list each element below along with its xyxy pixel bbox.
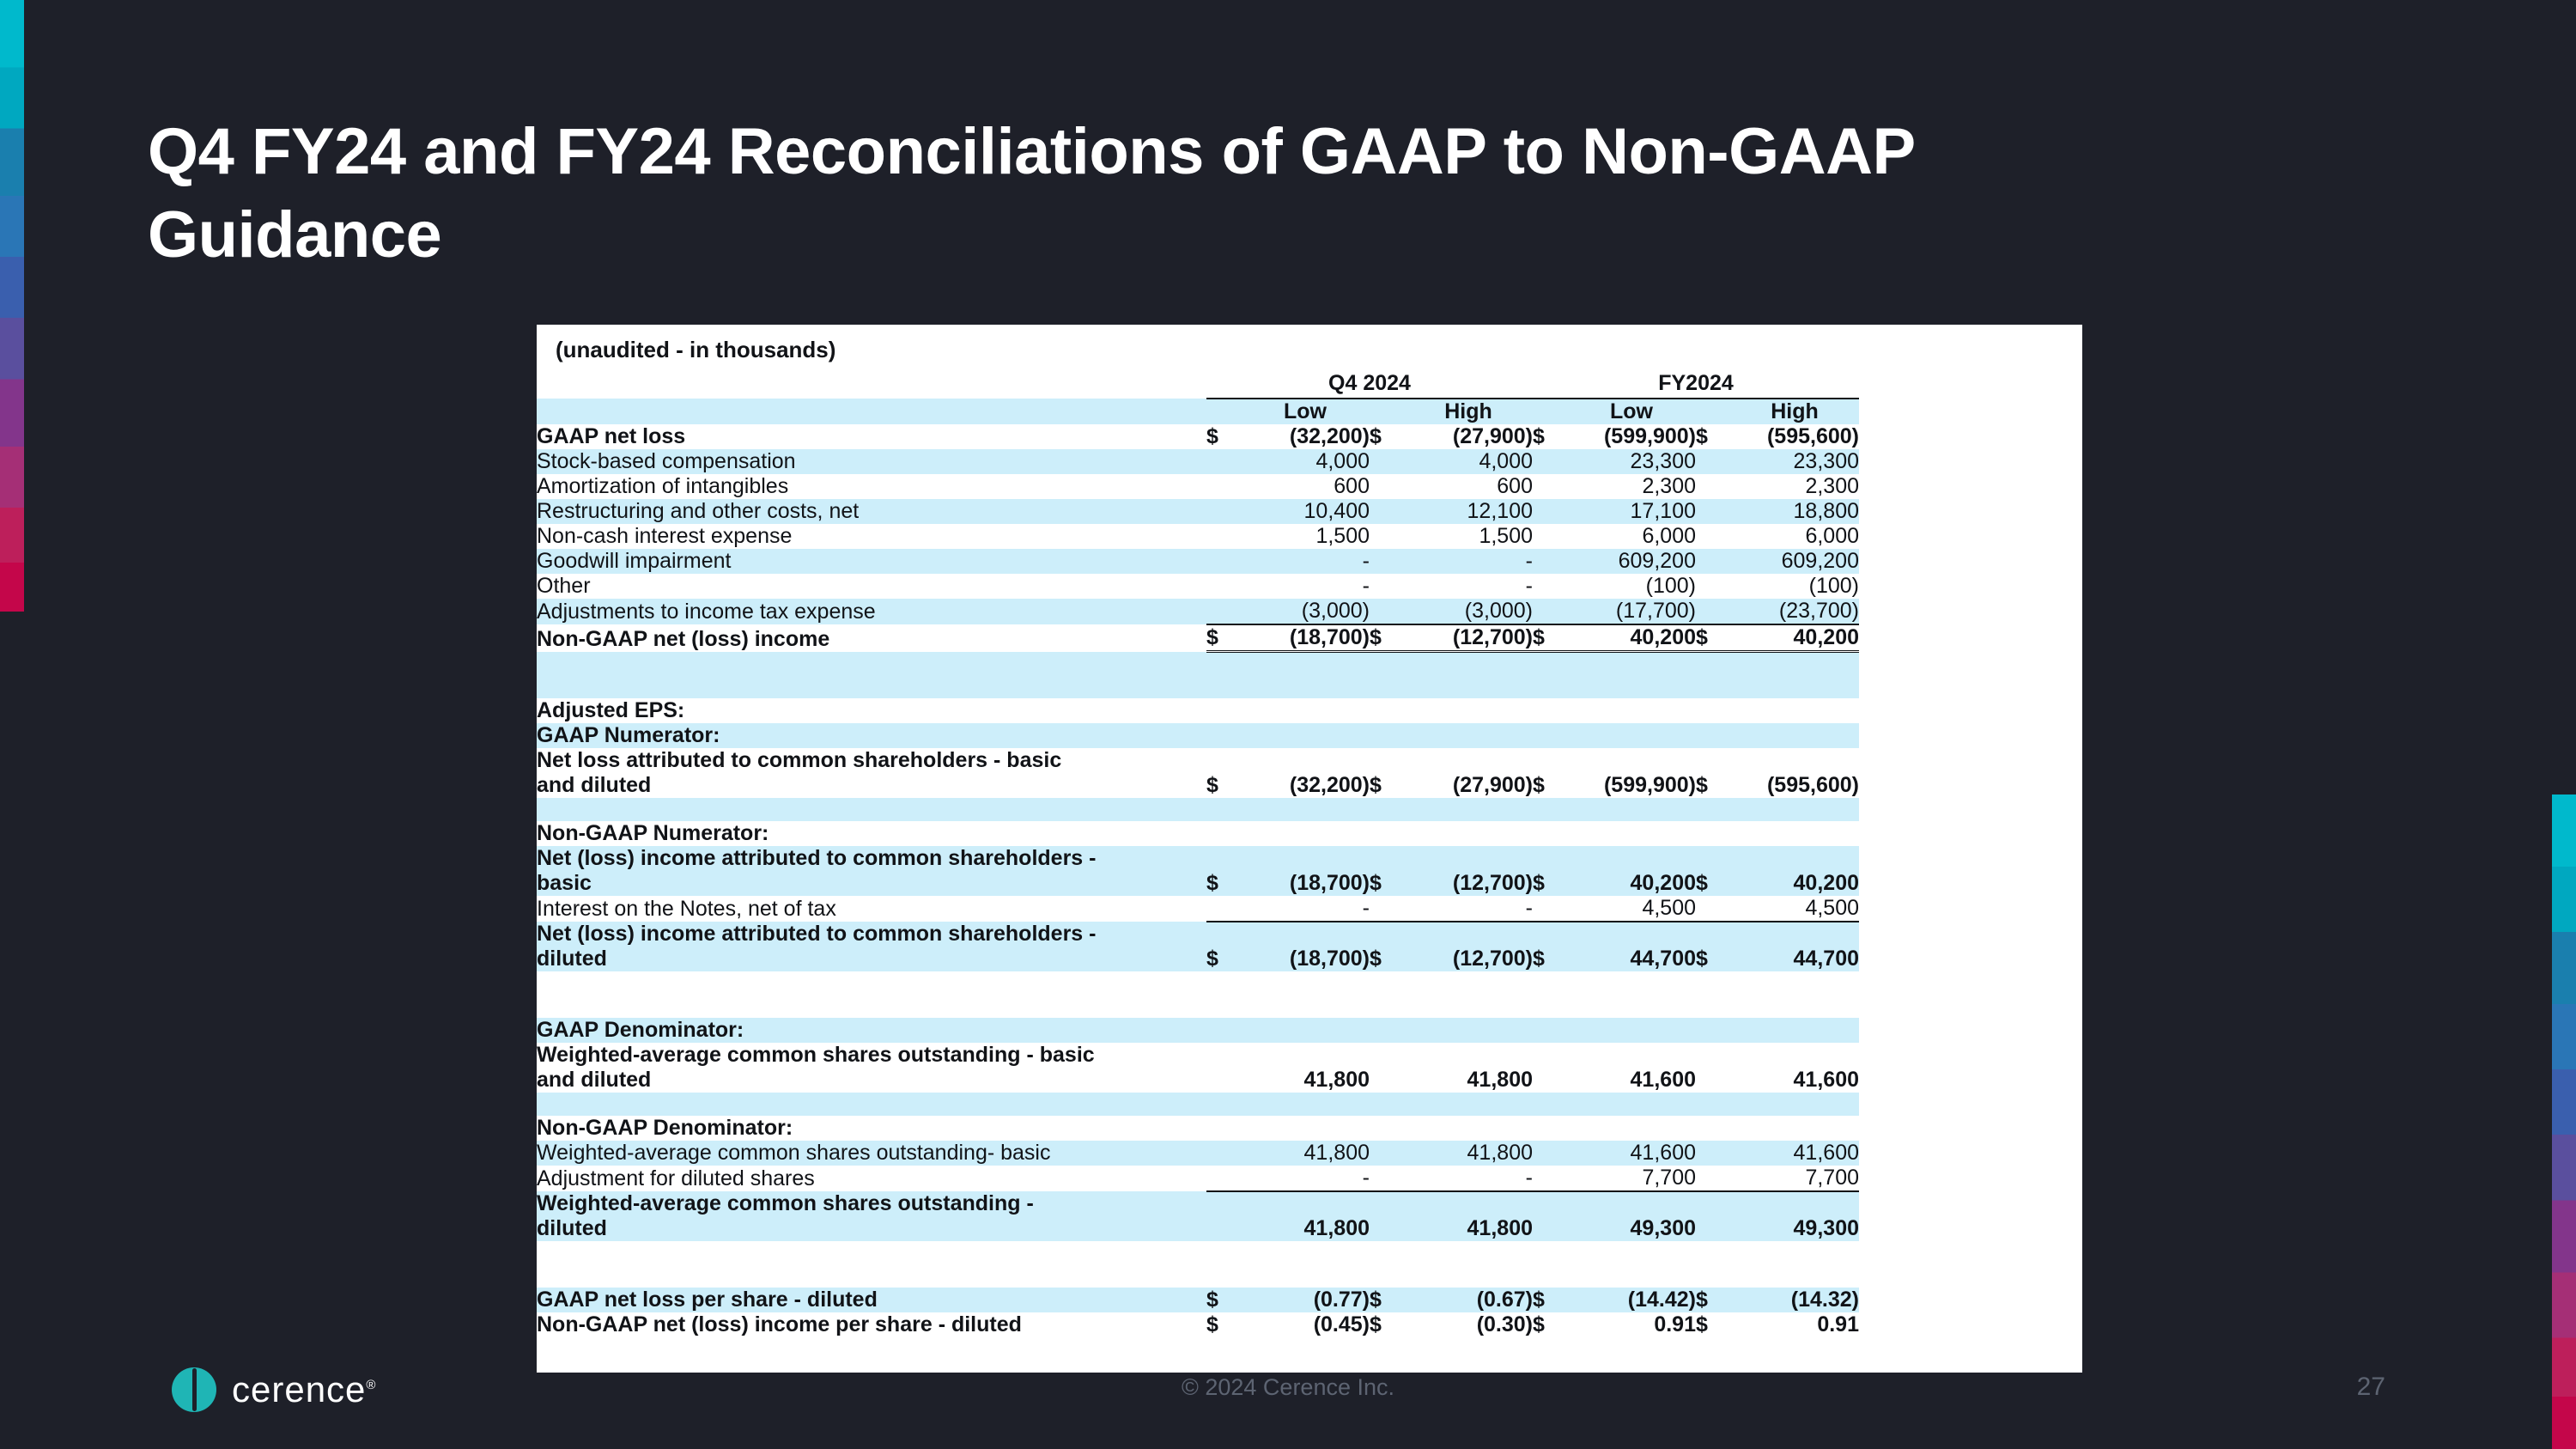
table-body — [537, 371, 2082, 1337]
row-padding — [1859, 599, 2082, 624]
reconciliation-table — [537, 371, 2082, 1337]
currency-symbol — [1370, 1166, 1404, 1191]
column-header-low-0: Low — [1241, 399, 1370, 424]
table-caption: (unaudited - in thousands) — [556, 337, 836, 362]
row-padding — [1859, 549, 2082, 574]
row-value: (0.30) — [1476, 1312, 1533, 1336]
row-value: - — [1404, 896, 1533, 922]
row-value: 7,700 — [1567, 1166, 1696, 1191]
section-nongaap-denominator — [537, 1116, 2082, 1141]
spacer-cell — [537, 798, 1859, 821]
row-value: 41,800 — [1467, 1067, 1533, 1092]
row-label: Adjusted EPS: — [537, 697, 685, 722]
row-value: 44,700 — [1567, 922, 1696, 971]
currency-symbol: $ — [1533, 624, 1567, 652]
row-padding — [1859, 399, 2082, 424]
currency-symbol — [1206, 524, 1241, 549]
row-padding — [1859, 1043, 2082, 1093]
currency-symbol — [1696, 1166, 1730, 1191]
currency-symbol — [1696, 574, 1730, 599]
column-header-symbol-pad — [1370, 399, 1404, 424]
currency-symbol — [1533, 499, 1567, 524]
currency-symbol: $ — [1370, 1288, 1404, 1312]
row-value: (3,000) — [1404, 599, 1533, 624]
logo-trademark-icon: ® — [366, 1378, 377, 1392]
row-value: 40,200 — [1730, 846, 1859, 896]
row-padding — [1859, 524, 2082, 549]
currency-symbol: $ — [1370, 772, 1382, 797]
currency-symbol — [1370, 449, 1404, 474]
currency-symbol — [1696, 449, 1730, 474]
row-value: 41,800 — [1303, 1067, 1370, 1092]
accent-bar-left — [0, 0, 24, 612]
row-label — [537, 748, 1206, 798]
row-value: 4,500 — [1567, 896, 1696, 922]
accent-bar-right — [2552, 795, 2576, 1449]
currency-symbol — [1206, 474, 1241, 499]
row-label — [537, 846, 1206, 896]
row-value: 6,000 — [1805, 524, 1859, 548]
row-value: (100) — [1808, 574, 1859, 598]
currency-symbol — [1696, 549, 1730, 574]
row-label-line2: diluted — [537, 1215, 607, 1240]
row-value: (599,900) — [1603, 772, 1696, 797]
currency-symbol: $ — [1533, 846, 1567, 896]
row-value: (27,900) — [1452, 772, 1533, 797]
reconciliation-row — [537, 449, 2082, 474]
row-padding — [1859, 624, 2082, 652]
group-header-q4: Q4 2024 — [1206, 371, 1533, 399]
currency-symbol: $ — [1533, 424, 1545, 448]
per-share-row — [537, 1288, 2082, 1312]
row-value: 6,000 — [1642, 524, 1696, 548]
row-value: (0.45) — [1313, 1312, 1370, 1336]
currency-symbol — [1533, 449, 1567, 474]
row-padding — [1859, 846, 2082, 896]
row-value: - — [1404, 549, 1533, 574]
row-value: 41,600 — [1567, 1141, 1696, 1166]
row-label: Non-GAAP net (loss) income per share - diluted — [537, 1312, 1022, 1336]
section-nongaap-numerator — [537, 821, 2082, 846]
row-label — [537, 1191, 1206, 1241]
logo-wordmark: cerence — [232, 1369, 367, 1409]
row-label: Weighted-average common shares outstanding- basic — [537, 1141, 1206, 1166]
row-label: Adjustments to income tax expense — [537, 599, 1206, 624]
currency-symbol — [1533, 599, 1567, 624]
row-padding — [1859, 652, 2082, 698]
currency-symbol — [1370, 1191, 1404, 1241]
currency-symbol — [1206, 549, 1241, 574]
group-header-blank — [537, 371, 1206, 399]
row-value: - — [1241, 1166, 1370, 1191]
row-label: Non-GAAP Numerator: — [537, 820, 769, 845]
row-value: (14.42) — [1567, 1288, 1696, 1312]
row-value: (18,700) — [1241, 922, 1370, 971]
currency-symbol — [1370, 474, 1404, 499]
nongaap-numerator-row — [537, 846, 2082, 896]
row-label: Other — [537, 574, 591, 598]
column-header-symbol-pad — [1206, 399, 1241, 424]
reconciliation-row — [537, 424, 2082, 449]
row-label-line1: Net loss attributed to common shareholders - basic — [537, 747, 1062, 772]
row-value: (0.77) — [1241, 1288, 1370, 1312]
row-value: 2,300 — [1642, 474, 1696, 498]
row-value: 10,400 — [1241, 499, 1370, 524]
currency-symbol: $ — [1696, 846, 1730, 896]
reconciliation-row — [537, 624, 2082, 652]
currency-symbol — [1370, 1141, 1404, 1166]
row-value: 4,500 — [1730, 896, 1859, 922]
currency-symbol — [1533, 549, 1567, 574]
currency-symbol — [1370, 524, 1404, 549]
currency-symbol — [1533, 574, 1567, 599]
row-padding — [1859, 499, 2082, 524]
currency-symbol — [1533, 1166, 1567, 1191]
row-value: 4,000 — [1404, 449, 1533, 474]
spacer-row — [537, 1093, 2082, 1116]
row-label: Non-GAAP Denominator: — [537, 1115, 793, 1140]
row-value: 600 — [1497, 474, 1533, 498]
row-padding — [1859, 424, 2082, 449]
currency-symbol: $ — [1370, 922, 1404, 971]
currency-symbol: $ — [1206, 424, 1218, 448]
row-value: - — [1241, 549, 1370, 574]
row-label — [537, 922, 1206, 971]
row-label: Restructuring and other costs, net — [537, 499, 1206, 524]
copyright-notice: © 2024 Cerence Inc. — [1181, 1374, 1395, 1400]
currency-symbol: $ — [1370, 624, 1404, 652]
row-value: 1,500 — [1479, 524, 1533, 548]
row-padding — [1859, 1241, 2082, 1288]
nongaap-numerator-row — [537, 896, 2082, 922]
row-value: (14.32) — [1730, 1288, 1859, 1312]
row-label: GAAP net loss per share - diluted — [537, 1288, 1206, 1312]
row-label: Adjustment for diluted shares — [537, 1166, 815, 1190]
currency-symbol — [1370, 574, 1404, 599]
row-value: 41,800 — [1404, 1191, 1533, 1241]
row-label-line2: diluted — [537, 946, 607, 971]
currency-symbol — [1370, 549, 1404, 574]
currency-symbol — [1533, 524, 1567, 549]
row-value: - — [1241, 896, 1370, 922]
gaap-denominator-row — [537, 1043, 2082, 1093]
row-value: - — [1362, 574, 1370, 598]
row-value: 609,200 — [1567, 549, 1696, 574]
row-label: Non-cash interest expense — [537, 524, 793, 548]
row-padding — [1859, 1166, 2082, 1191]
currency-symbol — [1370, 896, 1404, 922]
row-value: 40,200 — [1567, 846, 1696, 896]
spacer-cell — [537, 1241, 1859, 1288]
row-value: 41,600 — [1730, 1141, 1859, 1166]
currency-symbol: $ — [1696, 772, 1708, 797]
row-value: 0.91 — [1817, 1312, 1859, 1336]
row-padding — [1859, 574, 2082, 599]
row-value: 7,700 — [1730, 1166, 1859, 1191]
row-value: 41,800 — [1404, 1141, 1533, 1166]
spacer-row — [537, 971, 2082, 1018]
row-label-line1: Net (loss) income attributed to common shareholders - — [537, 845, 1097, 870]
row-padding — [1859, 449, 2082, 474]
currency-symbol — [1206, 896, 1241, 922]
row-value: (32,200) — [1289, 424, 1370, 448]
row-padding — [1859, 1288, 2082, 1312]
row-padding — [1859, 1191, 2082, 1241]
section-adjusted-eps — [537, 698, 2082, 723]
currency-symbol — [1206, 499, 1241, 524]
column-header-low-2: Low — [1567, 399, 1696, 424]
currency-symbol: $ — [1533, 922, 1567, 971]
currency-symbol — [1696, 1141, 1730, 1166]
row-value: 18,800 — [1730, 499, 1859, 524]
currency-symbol: $ — [1370, 424, 1382, 448]
row-label: GAAP Denominator: — [537, 1018, 1859, 1043]
spacer-cell — [537, 652, 1859, 698]
row-value: 4,000 — [1241, 449, 1370, 474]
row-value: - — [1525, 574, 1533, 598]
currency-symbol: $ — [1206, 1288, 1241, 1312]
currency-symbol — [1533, 1043, 1567, 1093]
row-value: (18,700) — [1241, 624, 1370, 652]
currency-symbol: $ — [1696, 424, 1708, 448]
row-padding — [1859, 748, 2082, 798]
currency-symbol: $ — [1206, 624, 1241, 652]
currency-symbol: $ — [1206, 772, 1218, 797]
section-gaap-numerator — [537, 723, 2082, 748]
row-label-line1: Weighted-average common shares outstanding - — [537, 1190, 1034, 1215]
row-padding — [1859, 1312, 2082, 1337]
currency-symbol — [1206, 1166, 1241, 1191]
currency-symbol: $ — [1533, 1312, 1545, 1336]
row-value: 49,300 — [1730, 1191, 1859, 1241]
row-label: Amortization of intangibles — [537, 474, 789, 498]
reconciliation-row — [537, 524, 2082, 549]
row-value: - — [1404, 1166, 1533, 1191]
column-header-high-3: High — [1730, 399, 1859, 424]
row-value: 41,600 — [1630, 1067, 1696, 1092]
row-value: (27,900) — [1452, 424, 1533, 448]
currency-symbol — [1696, 524, 1730, 549]
reconciliation-row — [537, 599, 2082, 624]
row-value: (595,600) — [1766, 772, 1859, 797]
row-value: 40,200 — [1567, 624, 1696, 652]
column-header-blank — [537, 399, 1206, 424]
page-title: Q4 FY24 and FY24 Reconciliations of GAAP to Non-GAAP Guidance — [148, 115, 1915, 272]
row-label: GAAP net loss — [537, 424, 686, 448]
row-label-line2: and diluted — [537, 1067, 652, 1092]
nongaap-denominator-row — [537, 1166, 2082, 1191]
group-header-row — [537, 371, 2082, 399]
row-label-line2: basic — [537, 870, 592, 895]
currency-symbol: $ — [1696, 624, 1730, 652]
currency-symbol — [1696, 1043, 1730, 1093]
section-gaap-denominator — [537, 1018, 2082, 1043]
currency-symbol — [1696, 474, 1730, 499]
row-value: (12,700) — [1404, 624, 1533, 652]
row-value: 600 — [1334, 474, 1370, 498]
row-value: 44,700 — [1730, 922, 1859, 971]
currency-symbol — [1533, 1141, 1567, 1166]
row-value: 41,800 — [1241, 1141, 1370, 1166]
row-label: GAAP Numerator: — [537, 723, 1859, 748]
row-value: 41,600 — [1793, 1067, 1859, 1092]
currency-symbol — [1206, 1191, 1241, 1241]
row-label: Stock-based compensation — [537, 449, 1206, 474]
row-value: (12,700) — [1404, 846, 1533, 896]
row-padding — [1859, 1093, 2082, 1116]
spacer-cell — [537, 971, 1859, 1018]
currency-symbol — [1370, 1043, 1404, 1093]
row-label: Interest on the Notes, net of tax — [537, 896, 836, 921]
currency-symbol — [1533, 1191, 1567, 1241]
reconciliation-row — [537, 574, 2082, 599]
group-header-fy: FY2024 — [1533, 371, 1859, 399]
currency-symbol — [1696, 896, 1730, 922]
row-value: 23,300 — [1730, 449, 1859, 474]
nongaap-denominator-row — [537, 1191, 2082, 1241]
gaap-numerator-row — [537, 748, 2082, 798]
row-label-line1: Net (loss) income attributed to common shareholders - — [537, 921, 1097, 946]
row-value: (18,700) — [1241, 846, 1370, 896]
row-value: (595,600) — [1766, 424, 1859, 448]
currency-symbol: $ — [1533, 772, 1545, 797]
row-value: 40,200 — [1730, 624, 1859, 652]
currency-symbol: $ — [1370, 846, 1404, 896]
currency-symbol — [1370, 599, 1404, 624]
spacer-row — [537, 1241, 2082, 1288]
row-value: 0.91 — [1654, 1312, 1696, 1336]
row-value: 41,800 — [1241, 1191, 1370, 1241]
currency-symbol — [1206, 574, 1241, 599]
currency-symbol — [1206, 1043, 1241, 1093]
column-header-symbol-pad — [1533, 399, 1567, 424]
nongaap-numerator-row — [537, 922, 2082, 971]
currency-symbol — [1533, 896, 1567, 922]
row-value: (599,900) — [1603, 424, 1696, 448]
currency-symbol: $ — [1206, 846, 1241, 896]
row-value: 2,300 — [1805, 474, 1859, 498]
row-padding — [1859, 896, 2082, 922]
currency-symbol — [1206, 1141, 1241, 1166]
currency-symbol — [1696, 599, 1730, 624]
row-value: (0.67) — [1404, 1288, 1533, 1312]
column-header-high-1: High — [1404, 399, 1533, 424]
row-padding — [1859, 1141, 2082, 1166]
row-label-line2: and diluted — [537, 772, 652, 797]
row-value: (32,200) — [1289, 772, 1370, 797]
row-label — [537, 1043, 1206, 1093]
row-value: 23,300 — [1567, 449, 1696, 474]
row-label: Goodwill impairment — [537, 549, 1206, 574]
per-share-row — [537, 1312, 2082, 1337]
financial-table-panel — [537, 325, 2082, 1373]
currency-symbol: $ — [1696, 1288, 1730, 1312]
currency-symbol — [1370, 499, 1404, 524]
row-label-line1: Weighted-average common shares outstanding - basic — [537, 1042, 1095, 1067]
page-number: 27 — [2356, 1373, 2385, 1401]
row-padding — [1859, 474, 2082, 499]
row-value: 49,300 — [1567, 1191, 1696, 1241]
row-value: (23,700) — [1730, 599, 1859, 624]
row-padding — [1859, 798, 2082, 821]
spacer-cell — [537, 1093, 1859, 1116]
row-value: 12,100 — [1404, 499, 1533, 524]
row-padding — [1859, 371, 2082, 399]
currency-symbol: $ — [1370, 1312, 1382, 1336]
currency-symbol — [1696, 1191, 1730, 1241]
row-value: (17,700) — [1567, 599, 1696, 624]
row-label: Non-GAAP net (loss) income — [537, 626, 830, 651]
spacer-row — [537, 652, 2082, 698]
currency-symbol — [1206, 599, 1241, 624]
spacer-row — [537, 798, 2082, 821]
column-header-row — [537, 399, 2082, 424]
row-padding — [1859, 971, 2082, 1018]
row-value: (100) — [1645, 574, 1696, 598]
row-value: 17,100 — [1567, 499, 1696, 524]
reconciliation-row — [537, 474, 2082, 499]
currency-symbol: $ — [1533, 1288, 1567, 1312]
reconciliation-row — [537, 499, 2082, 524]
row-value: 1,500 — [1315, 524, 1370, 548]
nongaap-denominator-row — [537, 1141, 2082, 1166]
currency-symbol — [1533, 474, 1567, 499]
row-value: (12,700) — [1404, 922, 1533, 971]
currency-symbol — [1206, 449, 1241, 474]
row-value: 609,200 — [1730, 549, 1859, 574]
column-header-symbol-pad — [1696, 399, 1730, 424]
row-value: (3,000) — [1241, 599, 1370, 624]
row-padding — [1859, 922, 2082, 971]
currency-symbol: $ — [1696, 922, 1730, 971]
reconciliation-row — [537, 549, 2082, 574]
currency-symbol — [1696, 499, 1730, 524]
currency-symbol: $ — [1206, 922, 1241, 971]
currency-symbol: $ — [1206, 1312, 1218, 1336]
currency-symbol: $ — [1696, 1312, 1708, 1336]
